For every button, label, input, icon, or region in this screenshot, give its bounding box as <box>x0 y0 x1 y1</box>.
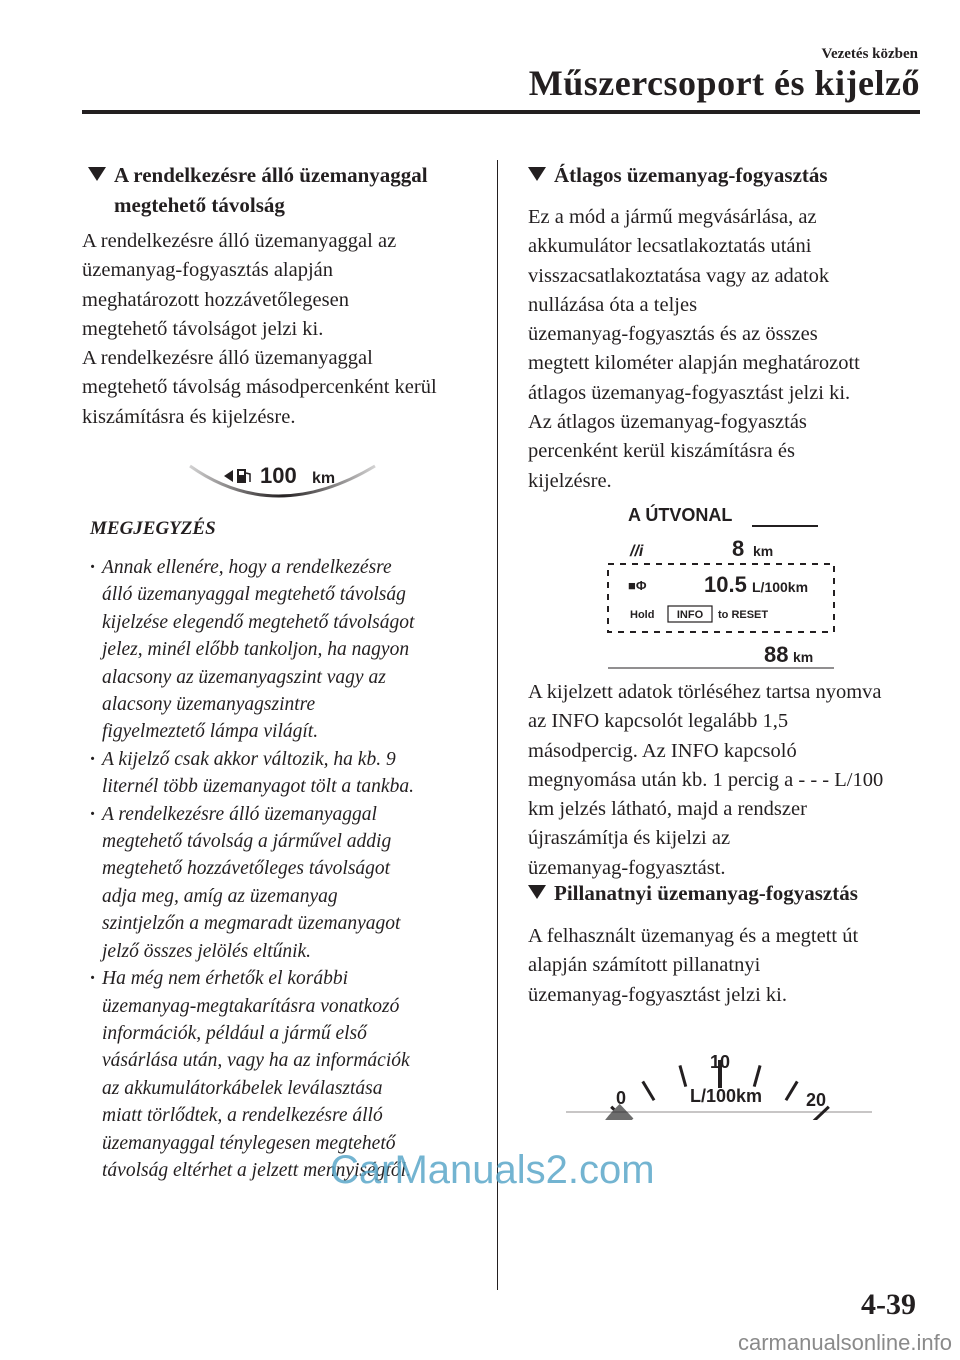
note-title: MEGJEGYZÉS <box>90 518 216 539</box>
note-item: · A kijelző csak akkor változik, ha kb. 9 liternél több üzemanyagot tölt a tankba. <box>90 746 490 801</box>
gauge-mid-label: 10 <box>709 1052 731 1072</box>
column-divider <box>497 160 498 1290</box>
gauge-tick <box>680 1065 686 1086</box>
remaining-range-value: 88 <box>764 642 789 667</box>
note-item: · Ha még nem érhetők el korábbi üzemanyag-megtakarításra vonatkozó információk, például a jármű első vásárlása után, vagy ha az információk az akkumulátorkábelek leválasztása miatt törlődtek, a rendelkezésre álló üzemanyaggal ténylegesen megtehető távolság eltérhet a jelzett mennyiségtől. <box>90 965 490 1184</box>
gauge-tick <box>786 1081 797 1100</box>
consumption-value: 10.5 <box>704 572 747 597</box>
watermark: CarManuals2.com <box>330 1148 655 1192</box>
instant-gauge-figure <box>560 1020 880 1120</box>
info-label: INFO <box>676 609 704 621</box>
page-number: 4-39 <box>861 1288 916 1321</box>
trip-title: A ÚTVONAL <box>628 505 733 525</box>
hold-label: Hold <box>630 609 655 621</box>
gauge-tick <box>754 1065 760 1086</box>
note-item: · A rendelkezésre álló üzemanyaggal megtehető távolság a járművel addig megtehető hozzávetőleges távolságot adja meg, amíg az üzemanyag szintjelzőn a megmaradt üzemanyagot jelző összes jelölés eltűnik. <box>90 801 490 965</box>
instant-description: A felhasznált üzemanyag és a megtett út alapján számított pillanatnyi üzemanyag-fogyasztást jelzi ki. <box>528 925 859 1006</box>
consumption-unit: L/100km <box>752 579 809 595</box>
footer-site-mark: carmanualsonline.info <box>737 1330 952 1355</box>
gauge-unit-label: L/100km <box>689 1086 763 1106</box>
section-heading-range: A rendelkezésre álló üzemanyaggal megtehető távolság <box>88 160 428 220</box>
note-item: · Annak ellenére, hogy a rendelkezésre álló üzemanyaggal megtehető távolság kijelzése elegendő megtehető távolságot jelez, minél előbb tankoljon, ha nagyon alacsony az üzemanyagszint vagy az alacsony üzemanyagszintre figyelmeztető lámpa világít. <box>90 554 490 746</box>
reset-label: to RESET <box>718 609 769 621</box>
triangle-bullet-icon <box>528 885 546 899</box>
trip-distance-icon: //i <box>630 543 644 560</box>
header-title: Műszercsoport és kijelző <box>528 63 920 103</box>
note-list <box>90 554 490 1184</box>
fuel-consumption-icon: ■Φ <box>628 578 647 593</box>
triangle-bullet-icon <box>528 167 546 181</box>
reset-description: A kijelzett adatok törléséhez tartsa nyomva az INFO kapcsolót legalább 1,5 másodpercig. Az INFO kapcsoló megnyomása után kb. 1 percig a - - - L/100 km jelzés látható, majd a rendszer újraszámítja és kijelzi az üzemanyag-fogyasztást. <box>528 681 884 879</box>
triangle-bullet-icon <box>88 167 106 181</box>
range-unit: km <box>312 470 336 487</box>
section-heading-average: Átlagos üzemanyag-fogyasztás <box>528 160 828 190</box>
trip-distance-value: 8 <box>732 536 745 561</box>
trip-distance-unit: km <box>753 543 774 559</box>
fuel-pump-icon <box>237 469 250 483</box>
range-description: A rendelkezésre álló üzemanyaggal az üzemanyag-fogyasztás alapján meghatározott hozzávetőlegesen megtehető távolságot jelzi ki. A rendelkezésre álló üzemanyaggal megtehető távolság másodpercenként kerül kiszámításra és kijelzésre. <box>82 230 437 428</box>
range-display-figure <box>120 436 430 506</box>
range-value: 100 <box>260 463 297 488</box>
gauge-max-label: 20 <box>806 1090 827 1110</box>
header-subtitle: Vezetés közben <box>821 46 918 62</box>
remaining-range-unit: km <box>793 649 814 665</box>
average-description: Ez a mód a jármű megvásárlása, az akkumulátor lecsatlakoztatás utáni visszacsatlakoztatása vagy az adatok nullázása óta a teljes üzemanyag-fogyasztás és az összes megtett kilométer alapján meghatározott átlagos üzemanyag-fogyasztást jelzi ki. Az átlagos üzemanyag-fogyasztás percenként kerül kiszámításra és kijelzésre. <box>528 206 860 492</box>
trip-display-figure <box>600 496 840 676</box>
gauge-min-label: 0 <box>616 1088 627 1108</box>
left-arrow-icon <box>224 470 233 482</box>
section-heading-instant: Pillanatnyi üzemanyag-fogyasztás <box>528 878 858 908</box>
header-rule <box>82 110 920 114</box>
gauge-tick <box>643 1081 654 1100</box>
